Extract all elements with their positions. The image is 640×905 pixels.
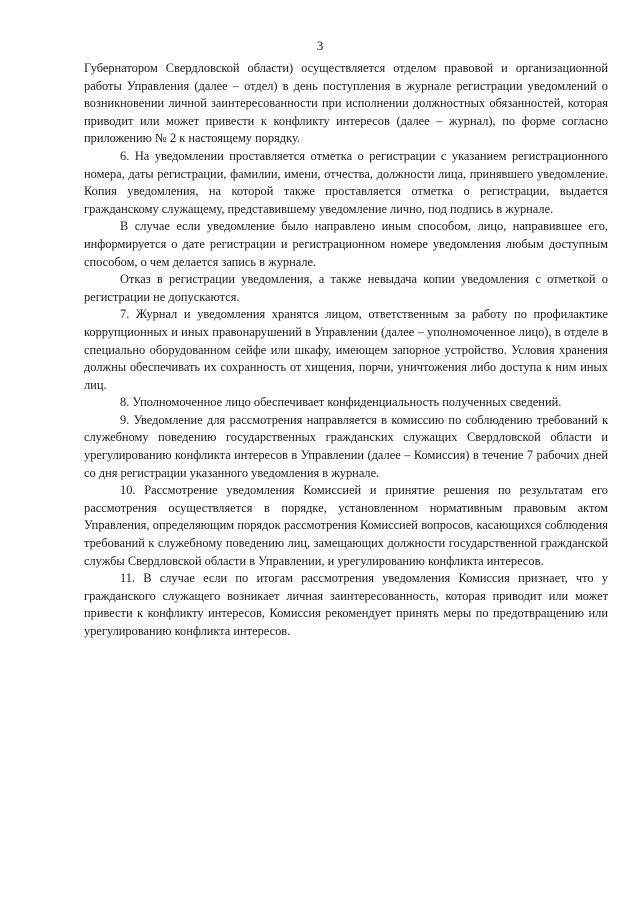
paragraph-item-6: 6. На уведомлении проставляется отметка о регистрации с указанием регистрационного номера, даты регистрации, фамилии, имени, отчества, должности лица, принявшего уведомление. Копия уведомления, на которой также проставляется отметка о регистрации, выдается гражданскому служащему, представившему уведомление лично, под подпись в журнале.	[84, 148, 608, 216]
paragraph-item-11: 11. В случае если по итогам рассмотрения уведомления Комиссия признает, что у гражданского служащего возникает личная заинтересованность, которая приводит или может привести к конфликту интересов, Комиссия рекомендует принять меры по предотвращению или урегулированию конфликта интересов.	[84, 571, 608, 638]
paragraph-continuation: Губернатором Свердловской области) осуществляется отделом правовой и организационной работы Управления (далее – отдел) в день поступления в журнале регистрации уведомлений о возникновении личной заинтересованности при исполнении должностных обязанностей, которая приводит или может привести к конфликту интересов (далее – журнал), по форме согласно приложению № 2 к настоящему порядку.	[84, 61, 608, 146]
paragraph-item-8: 8. Уполномоченное лицо обеспечивает конфиденциальность полученных сведений.	[120, 395, 562, 410]
document-body	[84, 60, 608, 641]
paragraph-refusal: Отказ в регистрации уведомления, а также невыдача копии уведомления с отметкой о регистрации не допускаются.	[84, 272, 608, 304]
paragraph-item-10: 10. Рассмотрение уведомления Комиссией и принятие решения по результатам его рассмотрения осуществляется в порядке, установленном нормативным правовым актом Управления, определяющим порядок рассмотрения Комиссией вопросов, касающихся соблюдения требований к служебному поведению лиц, замещающих должности государственной гражданской службы Свердловской области в Управлении, и урегулированию конфликта интересов.	[84, 483, 608, 568]
page-number: 3	[316, 38, 324, 53]
paragraph-item-7: 7. Журнал и уведомления хранятся лицом, ответственным за работу по профилактике коррупционных и иных правонарушений в Управлении (далее – уполномоченное лицо), в отделе в специально оборудованном сейфе или шкафу, имеющем запорное устройство. Условия хранения должны обеспечивать их сохранность от хищения, порчи, уничтожения либо доступа к ним иных лиц.	[84, 307, 608, 392]
paragraph-item-9: 9. Уведомление для рассмотрения направляется в комиссию по соблюдению требований к служебному поведению государственных гражданских служащих Свердловской области и урегулированию конфликта интересов в Управлении (далее – Комиссия) в течение 7 рабочих дней со дня регистрации указанного уведомления в журнале.	[84, 412, 608, 480]
paragraph-other-method: В случае если уведомление было направлено иным способом, лицо, направившее его, информируется о дате регистрации и регистрационном номере уведомления любым доступным способом, о чем делается запись в журнале.	[84, 219, 608, 269]
